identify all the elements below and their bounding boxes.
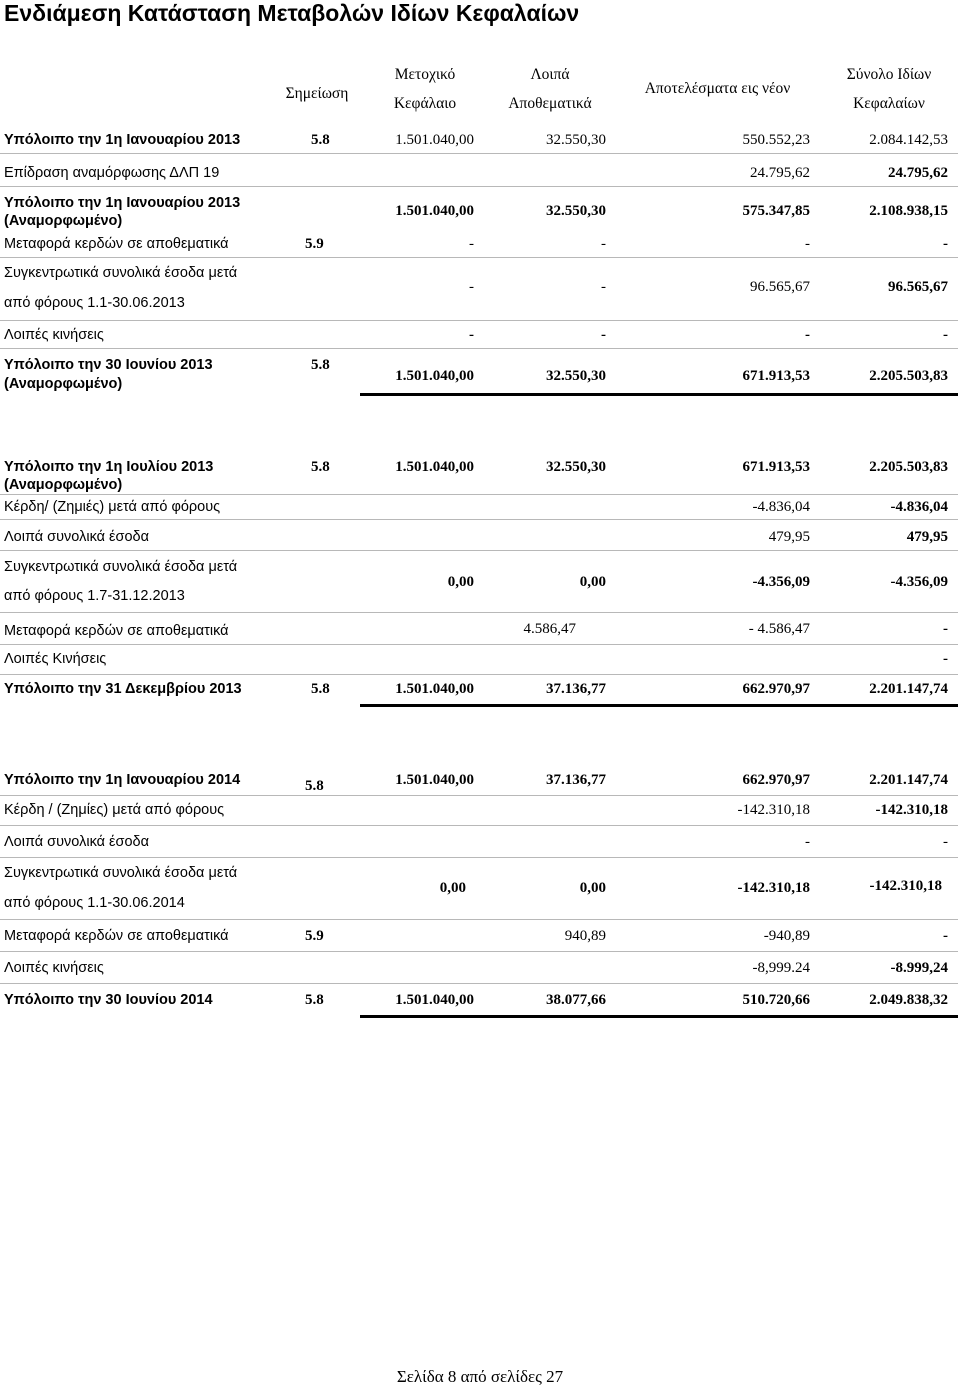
retained-earnings-value: -142.310,18	[737, 880, 810, 896]
row-label: Κέρδη / (Ζημίες) μετά από φόρους	[4, 802, 225, 818]
total-equity-value: 2.201.147,74	[869, 772, 948, 788]
other-reserves-value: 32.550,30	[546, 203, 606, 219]
row-divider	[0, 674, 958, 675]
retained-earnings-value: 510.720,66	[742, 992, 810, 1008]
total-underline	[360, 704, 958, 707]
row-divider	[0, 348, 958, 349]
row-label: Λοιπές κινήσεις	[4, 960, 104, 976]
share-capital-value: -	[469, 279, 474, 295]
retained-earnings-value: 24.795,62	[750, 165, 810, 181]
header-retained-earnings: Αποτελέσματα εις νέον	[644, 80, 791, 97]
share-capital-value: -	[469, 236, 474, 252]
other-reserves-value: 37.136,77	[546, 681, 606, 697]
other-reserves-value: -	[601, 236, 606, 252]
row-divider	[0, 919, 958, 920]
row-label: Συγκεντρωτικά συνολικά έσοδα μετά	[4, 559, 238, 575]
page-title: Ενδιάμεση Κατάσταση Μεταβολών Ιδίων Κεφαλαίων	[4, 0, 580, 26]
other-reserves-value: -	[601, 327, 606, 343]
other-reserves-value: 32.550,30	[546, 132, 606, 148]
total-equity-value: -	[943, 834, 948, 850]
total-equity-value: 2.049.838,32	[869, 992, 948, 1008]
retained-earnings-value: -	[805, 327, 810, 343]
row-label-line2: από φόρους 1.1-30.06.2014	[4, 895, 185, 911]
row-label: Υπόλοιπο την 31 Δεκεμβρίου 2013	[4, 681, 242, 697]
total-underline	[360, 393, 958, 396]
row-label: Υπόλοιπο την 1η Ιανουαρίου 2013	[4, 132, 241, 148]
retained-earnings-value: 575.347,85	[742, 203, 810, 219]
header-share-capital-1: Μετοχικό	[394, 66, 456, 83]
row-label: Συγκεντρωτικά συνολικά έσοδα μετά	[4, 265, 238, 281]
retained-earnings-value: 671.913,53	[742, 459, 810, 475]
row-label: Μεταφορά κερδών σε αποθεματικά	[4, 623, 229, 639]
total-equity-value: -	[943, 236, 948, 252]
retained-earnings-value: -	[805, 236, 810, 252]
row-divider	[0, 153, 958, 154]
header-note: Σημείωση	[285, 85, 349, 102]
other-reserves-value: -	[601, 279, 606, 295]
retained-earnings-value: -940,89	[763, 928, 810, 944]
share-capital-value: 1.501.040,00	[395, 368, 474, 384]
share-capital-value: 1.501.040,00	[395, 132, 474, 148]
row-label: Υπόλοιπο την 1η Ιουλίου 2013	[4, 459, 214, 475]
retained-earnings-value: 671.913,53	[742, 368, 810, 384]
row-label: Λοιπά συνολικά έσοδα	[4, 529, 149, 545]
row-label: Υπόλοιπο την 30 Ιουνίου 2013	[4, 357, 213, 373]
row-label: Επίδραση αναμόρφωσης ΔΛΠ 19	[4, 165, 220, 181]
retained-earnings-value: -4.356,09	[752, 574, 810, 590]
row-divider	[0, 519, 958, 520]
retained-earnings-value: 479,95	[768, 529, 810, 545]
other-reserves-value: 32.550,30	[546, 368, 606, 384]
row-note: 5.8	[311, 132, 330, 148]
other-reserves-value: 38.077,66	[546, 992, 606, 1008]
total-equity-value: 2.205.503,83	[869, 368, 948, 384]
share-capital-value: 1.501.040,00	[395, 681, 474, 697]
header-other-reserves-1: Λοιπά	[530, 66, 570, 83]
retained-earnings-value: 662.970,97	[742, 772, 810, 788]
row-divider	[0, 550, 958, 551]
page-footer: Σελίδα 8 από σελίδες 27	[396, 1367, 564, 1386]
retained-earnings-value: -8,999.24	[752, 960, 810, 976]
retained-earnings-value: -142.310,18	[737, 802, 810, 818]
total-equity-value: 2.201.147,74	[869, 681, 948, 697]
row-label: Υπόλοιπο την 1η Ιανουαρίου 2014	[4, 772, 241, 788]
row-note: 5.9	[305, 236, 324, 252]
share-capital-value: 0,00	[439, 880, 466, 896]
header-total-2: Κεφαλαίων	[853, 95, 925, 112]
total-equity-value: -142.310,18	[869, 878, 942, 894]
row-divider	[0, 825, 958, 826]
row-label: Υπόλοιπο την 30 Ιουνίου 2014	[4, 992, 213, 1008]
other-reserves-value: 0,00	[579, 880, 606, 896]
total-equity-value: 2.108.938,15	[869, 203, 948, 219]
other-reserves-value: 940,89	[564, 928, 606, 944]
retained-earnings-value: 550.552,23	[742, 132, 810, 148]
retained-earnings-value: -	[805, 834, 810, 850]
row-divider	[0, 857, 958, 858]
total-equity-value: -	[943, 327, 948, 343]
total-equity-value: 2.205.503,83	[869, 459, 948, 475]
total-equity-value: -	[943, 651, 948, 667]
other-reserves-value: 37.136,77	[546, 772, 606, 788]
header-other-reserves-2: Αποθεματικά	[508, 95, 592, 112]
row-label: Λοιπά συνολικά έσοδα	[4, 834, 149, 850]
share-capital-value: 1.501.040,00	[395, 203, 474, 219]
share-capital-value: 0,00	[447, 574, 474, 590]
total-equity-value: -142.310,18	[875, 802, 948, 818]
row-divider	[0, 186, 958, 187]
row-label-line2: (Αναμορφωμένο)	[4, 376, 123, 392]
total-equity-value: -4.836,04	[890, 499, 948, 515]
row-label: Κέρδη/ (Ζημιές) μετά από φόρους	[4, 499, 221, 515]
retained-earnings-value: -4.836,04	[752, 499, 810, 515]
row-label: Υπόλοιπο την 1η Ιανουαρίου 2013	[4, 195, 241, 211]
share-capital-value: -	[469, 327, 474, 343]
row-divider	[0, 983, 958, 984]
row-label-line2: (Αναμορφωμένο)	[4, 477, 123, 493]
header-share-capital-2: Κεφάλαιο	[393, 95, 457, 112]
total-equity-value: -	[943, 928, 948, 944]
row-label: Συγκεντρωτικά συνολικά έσοδα μετά	[4, 865, 238, 881]
row-label: Λοιπές κινήσεις	[4, 327, 104, 343]
row-note: 5.8	[305, 992, 324, 1008]
total-equity-value: 96.565,67	[888, 279, 948, 295]
total-equity-value: -4.356,09	[890, 574, 948, 590]
other-reserves-value: 0,00	[579, 574, 606, 590]
total-equity-value: -8.999,24	[890, 960, 948, 976]
row-note: 5.9	[305, 928, 324, 944]
retained-earnings-value: 662.970,97	[742, 681, 810, 697]
total-equity-value: 24.795,62	[888, 165, 948, 181]
row-divider	[0, 494, 958, 495]
row-note: 5.8	[311, 357, 330, 373]
other-reserves-value: 32.550,30	[546, 459, 606, 475]
retained-earnings-value: 96.565,67	[750, 279, 810, 295]
row-note: 5.8	[311, 681, 330, 697]
row-divider	[0, 644, 958, 645]
total-equity-value: 479,95	[906, 529, 948, 545]
row-label-line2: από φόρους 1.1-30.06.2013	[4, 295, 185, 311]
total-underline	[360, 1015, 958, 1018]
row-label: Μεταφορά κερδών σε αποθεματικά	[4, 928, 229, 944]
row-divider	[0, 951, 958, 952]
total-equity-value: 2.084.142,53	[869, 132, 948, 148]
row-divider	[0, 795, 958, 796]
share-capital-value: 1.501.040,00	[395, 992, 474, 1008]
retained-earnings-value: - 4.586,47	[748, 621, 810, 637]
share-capital-value: 1.501.040,00	[395, 772, 474, 788]
row-label: Λοιπές Κινήσεις	[4, 651, 107, 667]
header-total-1: Σύνολο Ιδίων	[846, 66, 932, 83]
row-note: 5.8	[305, 778, 324, 794]
total-equity-value: -	[943, 621, 948, 637]
share-capital-value: 1.501.040,00	[395, 459, 474, 475]
row-note: 5.8	[311, 459, 330, 475]
row-divider	[0, 257, 958, 258]
row-divider	[0, 320, 958, 321]
row-label-line2: από φόρους 1.7-31.12.2013	[4, 588, 185, 604]
row-divider	[0, 612, 958, 613]
other-reserves-value: 4.586,47	[523, 621, 576, 637]
row-label: Μεταφορά κερδών σε αποθεματικά	[4, 236, 229, 252]
row-label-line2: (Αναμορφωμένο)	[4, 213, 123, 229]
